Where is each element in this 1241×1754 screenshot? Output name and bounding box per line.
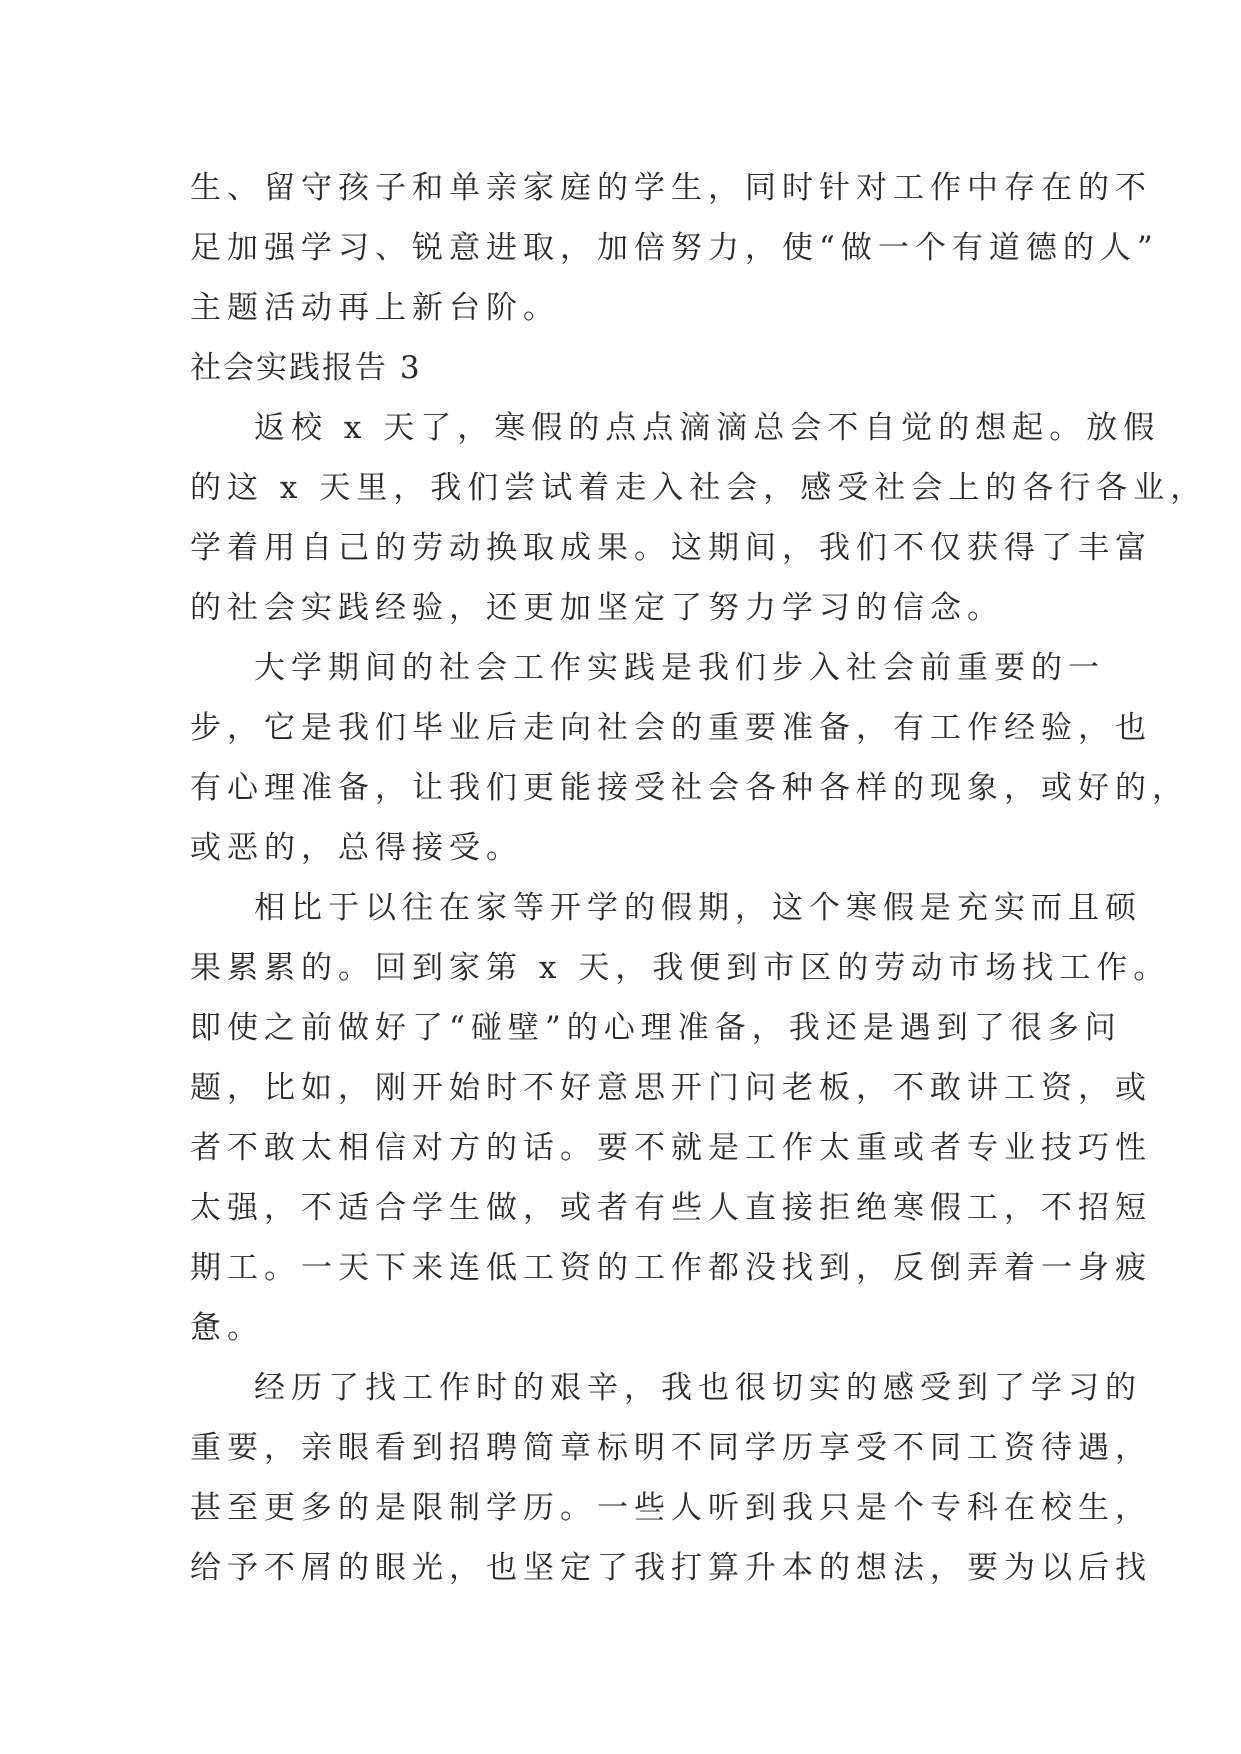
section-heading: [190, 338, 1050, 398]
text-line: 返校 x 天了，寒假的点点滴滴总会不自觉的想起。放假: [254, 410, 1161, 446]
text-line: 即使之前做好了“碰壁”的心理准备，我还是遇到了很多问: [190, 1010, 1122, 1046]
text-line: 期工。一天下来连低工资的工作都没找到，反倒弄着一身疲: [190, 1250, 1152, 1286]
text-line: 或恶的，总得接受。: [190, 830, 523, 866]
text-line: 给予不屑的眼光，也坚定了我打算升本的想法，要为以后找: [190, 1550, 1152, 1586]
text-line: 相比于以往在家等开学的假期，这个寒假是充实而且硕: [254, 890, 1142, 926]
text-line: 步，它是我们毕业后走向社会的重要准备，有工作经验，也: [190, 710, 1152, 746]
text-line: 学着用自己的劳动换取成果。这期间，我们不仅获得了丰富: [190, 530, 1152, 566]
paragraph-continuation: [190, 158, 1159, 338]
text-line: 大学期间的社会工作实践是我们步入社会前重要的一: [254, 650, 1105, 686]
document-body: [190, 158, 1208, 1598]
paragraph-3: [190, 878, 1171, 1358]
text-line: 甚至更多的是限制学历。一些人听到我只是个专科在校生，: [190, 1490, 1152, 1526]
text-line: 太强，不适合学生做，或者有些人直接拒绝寒假工，不招短: [190, 1190, 1152, 1226]
text-line: 足加强学习、锐意进取，加倍努力，使“做一个有道德的人”: [190, 230, 1159, 266]
paragraph-1: [190, 398, 1208, 638]
paragraph-2: [190, 638, 1189, 878]
text-line: 的社会实践经验，还更加坚定了努力学习的信念。: [190, 590, 1004, 626]
text-line: 主题活动再上新台阶。: [190, 290, 560, 326]
section-title: 社会实践报告 3: [190, 350, 422, 386]
text-line: 果累累的。回到家第 x 天，我便到市区的劳动市场找工作。: [190, 950, 1171, 986]
text-line: 经历了找工作时的艰辛，我也很切实的感受到了学习的: [254, 1370, 1142, 1406]
text-line: 重要，亲眼看到招聘简章标明不同学历享受不同工资待遇，: [190, 1430, 1152, 1466]
text-line: 的这 x 天里，我们尝试着走入社会，感受社会上的各行各业，: [190, 470, 1208, 506]
paragraph-4: [190, 1358, 1152, 1598]
text-line: 生、留守孩子和单亲家庭的学生，同时针对工作中存在的不: [190, 170, 1152, 206]
text-line: 者不敢太相信对方的话。要不就是工作太重或者专业技巧性: [190, 1130, 1152, 1166]
text-line: 有心理准备，让我们更能接受社会各种各样的现象，或好的，: [190, 770, 1189, 806]
text-line: 题，比如，刚开始时不好意思开门问老板，不敢讲工资，或: [190, 1070, 1152, 1106]
text-line: 惫。: [190, 1310, 264, 1346]
